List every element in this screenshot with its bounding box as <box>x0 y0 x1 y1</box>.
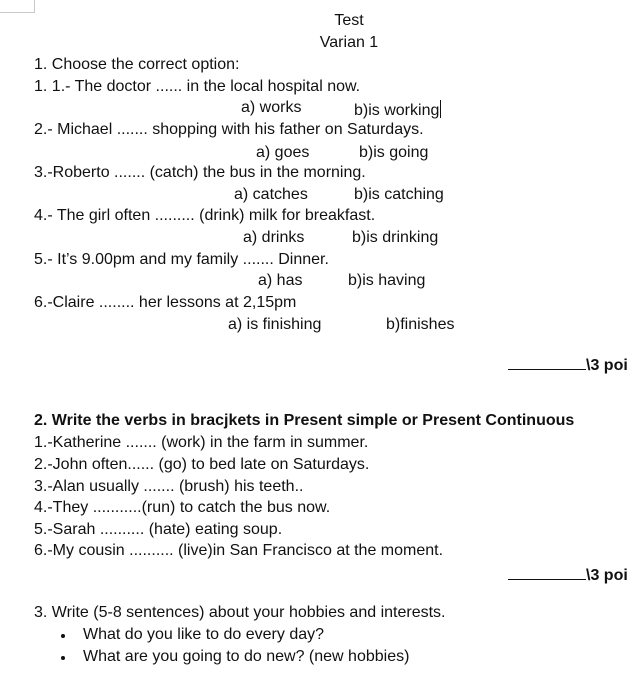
variant-label: Varian 1 <box>319 34 379 51</box>
page-corner-mark <box>0 0 35 13</box>
section2-item-6: 6.-My cousin .......... (live)in San Francisco at the moment. <box>34 542 444 559</box>
test-title: Test <box>334 12 364 29</box>
section2-item-5: 5.-Sarah .......... (hate) eating soup. <box>34 521 283 538</box>
bullet-dot-icon <box>61 656 65 660</box>
option-a: a) drinks <box>243 229 305 246</box>
section2-item-1: 1.-Katherine ....... (work) in the farm in summer. <box>34 434 369 451</box>
option-b: b)is catching <box>354 186 444 203</box>
section1-score: \3 poi <box>508 356 628 374</box>
section1-question-4: 4.- The girl often ......... (drink) milk for breakfast. <box>34 207 376 224</box>
option-a: a) is finishing <box>228 316 322 333</box>
section3-bullet-1: What do you like to do every day? <box>83 626 325 643</box>
option-a: a) catches <box>234 186 308 203</box>
section1-heading: 1. Choose the correct option: <box>34 56 240 73</box>
section2-item-2: 2.-John often...... (go) to bed late on Saturdays. <box>34 456 370 473</box>
section1-question-2: 2.- Michael ....... shopping with his father on Saturdays. <box>34 121 424 138</box>
section1-question-6: 6.-Claire ........ her lessons at 2,15pm <box>34 294 297 311</box>
section2-score: \3 poi <box>508 566 628 584</box>
section2-item-3: 3.-Alan usually ....... (brush) his teeth.. <box>34 478 304 495</box>
section2-heading: 2. Write the verbs in bracjkets in Present simple or Present Continuous <box>34 412 575 429</box>
bullet-dot-icon <box>61 634 65 638</box>
option-b: b)is drinking <box>352 229 439 246</box>
option-b: b)is going <box>359 144 429 161</box>
score-blank-line <box>508 566 586 580</box>
option-b: b)finishes <box>386 316 455 333</box>
section1-question-3: 3.-Roberto ....... (catch) the bus in the morning. <box>34 164 366 181</box>
section3-bullet-2: What are you going to do new? (new hobbies) <box>83 648 410 665</box>
option-b: b)is having <box>348 272 426 289</box>
score-blank-line <box>508 356 586 370</box>
section1-question-1: 1. 1.- The doctor ...... in the local hospital now. <box>34 78 361 95</box>
option-a: a) has <box>258 272 303 289</box>
section2-item-4: 4.-They ...........(run) to catch the bus now. <box>34 499 331 516</box>
section1-question-5: 5.- It’s 9.00pm and my family ....... Dinner. <box>34 251 329 268</box>
section3-heading: 3. Write (5-8 sentences) about your hobbies and interests. <box>34 604 446 621</box>
option-a: a) works <box>241 99 302 116</box>
option-b: b)is working <box>354 102 440 119</box>
option-a: a) goes <box>256 144 310 161</box>
text-cursor <box>440 100 441 118</box>
